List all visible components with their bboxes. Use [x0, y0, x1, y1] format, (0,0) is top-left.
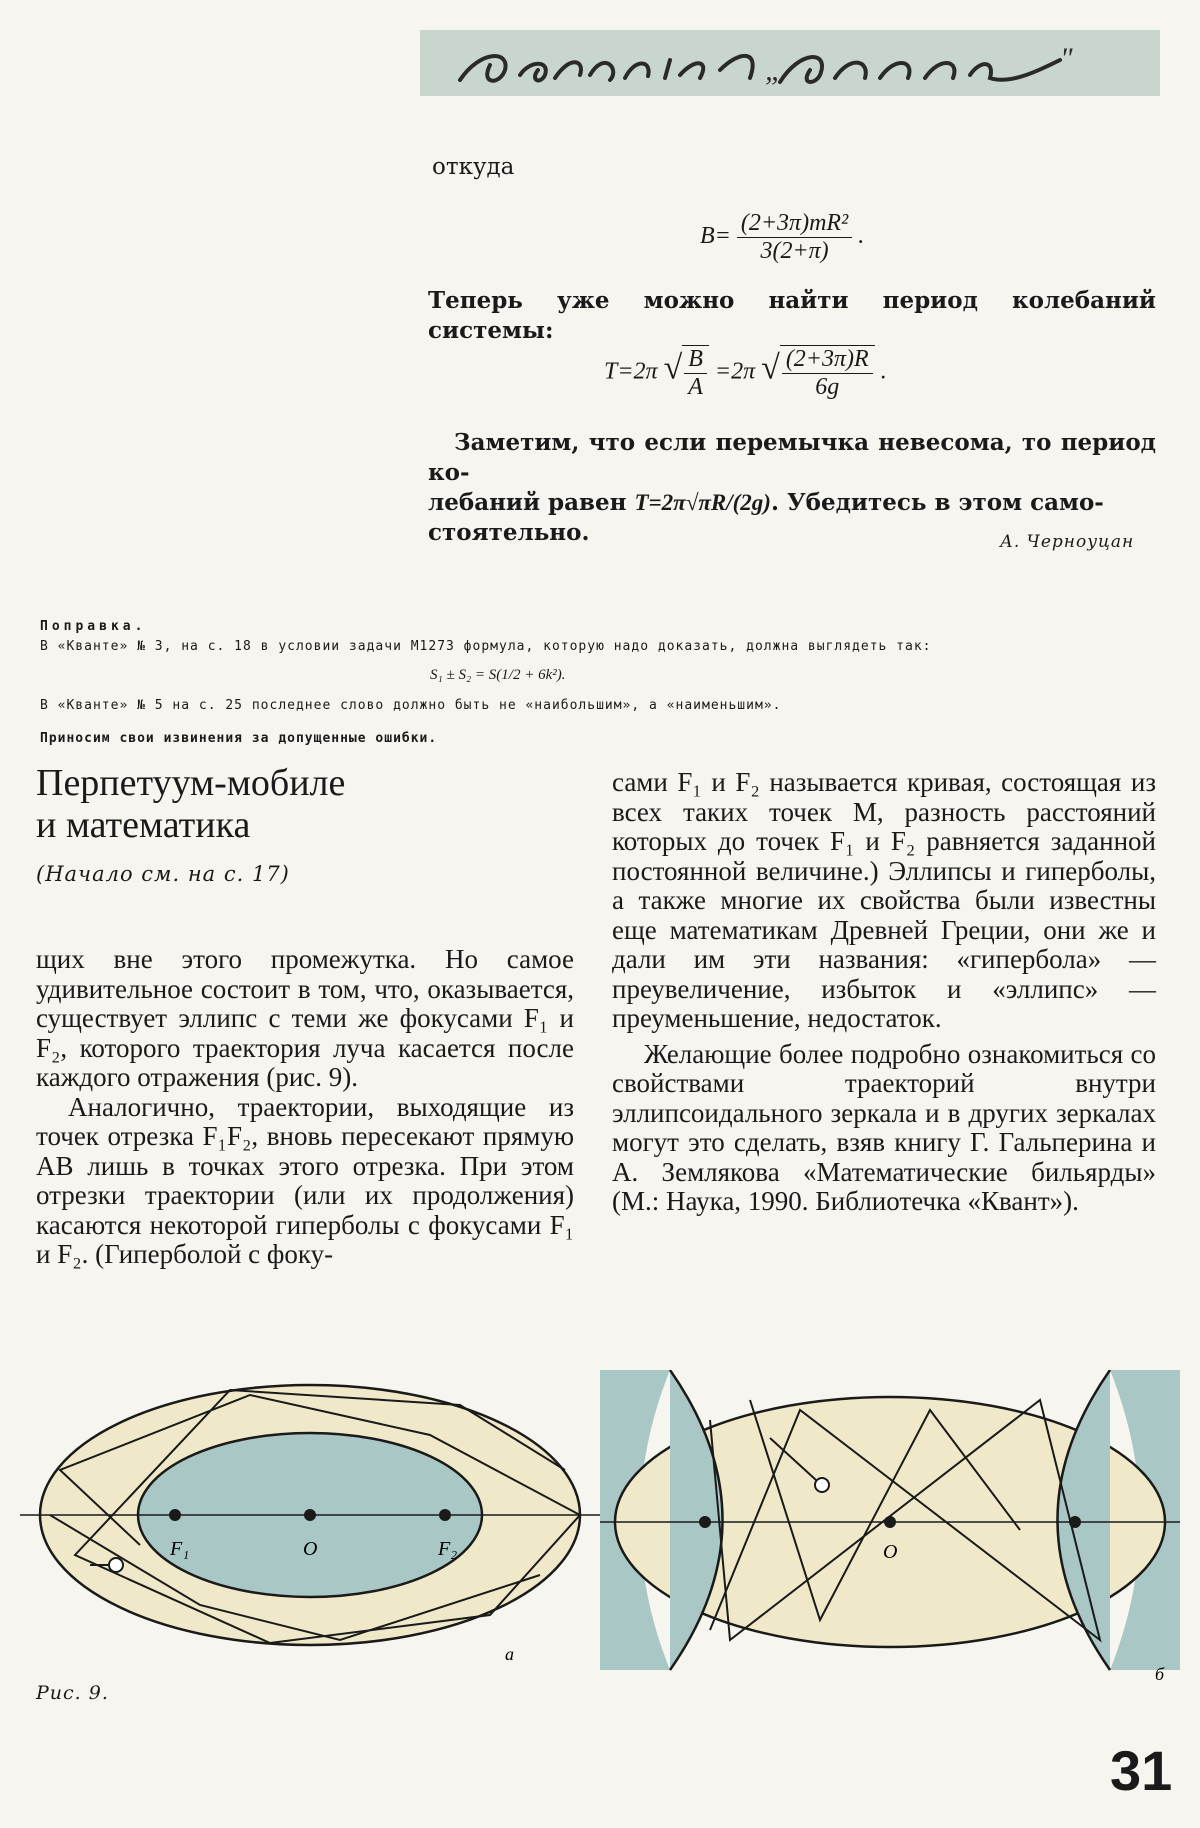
- kvant-problems-script-logo: [420, 30, 1160, 96]
- correction-line-3: Приносим свои извинения за допущенные ошибки.: [40, 731, 438, 746]
- correction-line-1: В «Кванте» № 3, на с. 18 в условии задачи М1273 формула, которую надо доказать, должна выглядеть так:: [40, 639, 932, 654]
- formula-b-numerator: (2+3π)mR²: [737, 210, 852, 238]
- article-title-line-2: и математика: [36, 804, 251, 846]
- focus-left-point-b: [699, 1516, 711, 1528]
- correction-title: Поправка.: [40, 619, 147, 634]
- zametim-paragraph: [428, 428, 1156, 548]
- formula-t-sqrt1: [682, 345, 709, 401]
- figure-9b: [600, 1370, 1180, 1690]
- zametim-formula: T=2π√πR/(2g): [634, 490, 771, 515]
- formula-t-num2: (2+3π)R: [782, 346, 873, 374]
- correction-line-2: В «Кванте» № 5 на с. 25 последнее слово должно быть не «наибольшим», а «наименьшим».: [40, 698, 782, 713]
- article-title: [36, 762, 345, 846]
- label-f1: F₁: [170, 1538, 190, 1560]
- svg-text:": ": [1060, 42, 1073, 75]
- formula-t: T=2π √ $\frac{B}{A}$ =2π √ $\frac{(2+3\pi)R}{6g}$ .: [604, 346, 887, 400]
- page-number: 31: [1110, 1739, 1173, 1802]
- label-o-a: O: [303, 1538, 318, 1560]
- right-column: [612, 768, 1156, 1217]
- formula-b-lhs: B=: [700, 223, 731, 250]
- center-o-point: [304, 1509, 316, 1521]
- left-paragraph-1: щих вне этого промежутка. Но самое удивительное состоит в том, что, оказывается, существует эллипс с теми же фокусами F₁ и F₂, которого траектория луча касается после каждого отражения (рис. 9).: [36, 944, 574, 1092]
- formula-t-den1: A: [688, 374, 703, 400]
- otkuda-text: откуда: [432, 154, 515, 180]
- formula-b-denominator: 3(2+π): [760, 238, 829, 264]
- right-paragraph-1: сами F₁ и F₂ называется кривая, состоящая из всех таких точек M, разность расстояний которых до точек F₁ и F₂ равняется заданной постоянной величине.) Эллипсы и гиперболы, а также многие их свойства были известны еще математикам Древней Греции, они же и дали им эти названия: «гипербола» — преувеличение, избыток и «эллипс» — преуменьшение, недостаток.: [612, 767, 1156, 1033]
- zametim-line-1: Заметим, что если перемычка невесома, то период ко-: [428, 429, 1156, 486]
- teper-text: Теперь уже можно найти период колебаний системы:: [428, 287, 1156, 344]
- svg-text:„: „: [765, 54, 782, 87]
- formula-t-num1: B: [684, 346, 707, 374]
- focus-f1-point: [169, 1509, 181, 1521]
- figure-9a: [20, 1375, 600, 1675]
- left-column: [36, 945, 574, 1270]
- left-paragraph-2: Аналогично, траектории, выходящие из точек отрезка F₁F₂, вновь пересекают прямую AB лишь в точках этого отрезка. При этом отрезки траектории (или их продолжения) касаются некоторой гиперболы с фокусами F₁ и F₂. (Гиперболой с фоку-: [36, 1091, 574, 1269]
- label-o-b: O: [883, 1541, 898, 1563]
- label-b: б: [1155, 1664, 1165, 1684]
- label-a: а: [505, 1644, 514, 1664]
- formula-b-tail: .: [858, 223, 865, 250]
- ray-source-a: [109, 1558, 123, 1572]
- article-title-line-1: Перпетуум-мобиле: [36, 762, 346, 804]
- formula-b: [700, 210, 864, 265]
- formula-t-mid: =2π: [714, 358, 756, 385]
- correction-formula: S₁ ± S₂ = S(1/2 + 6k²).: [430, 667, 566, 683]
- author-signature: А. Черноуцан: [1000, 532, 1135, 552]
- hyperbola-left: [670, 1370, 723, 1670]
- formula-t-den2: 6g: [815, 374, 840, 400]
- zametim-line-3: стоятельно.: [428, 519, 590, 546]
- center-o-point-b: [884, 1516, 896, 1528]
- label-f2: F₂: [438, 1538, 458, 1560]
- formula-b-fraction: [737, 210, 852, 265]
- figure-caption: Рис. 9.: [36, 1682, 109, 1704]
- zametim-line-2a: лебаний равен: [428, 489, 635, 516]
- right-paragraph-2: Желающие более подробно ознакомиться со свойствами траекторий внутри эллипсоидального зеркала и в других зеркалах могут это сделать, взяв книгу Г. Гальперина и А. Землякова «Математические бильярды» (М.: Наука, 1990. Библиотечка «Квант»).: [612, 1038, 1156, 1216]
- formula-t-sqrt2: [780, 345, 875, 401]
- header-band: [420, 30, 1160, 96]
- hyperbola-right: [1058, 1370, 1111, 1670]
- formula-t-lhs: T=2π: [604, 358, 658, 385]
- zametim-line-2c: . Убедитесь в этом само-: [770, 489, 1104, 516]
- article-subtitle: (Начало см. на с. 17): [36, 862, 290, 886]
- focus-f2-point: [439, 1509, 451, 1521]
- ray-source-b: [815, 1478, 829, 1492]
- formula-t-tail: .: [880, 358, 887, 385]
- focus-right-point-b: [1069, 1516, 1081, 1528]
